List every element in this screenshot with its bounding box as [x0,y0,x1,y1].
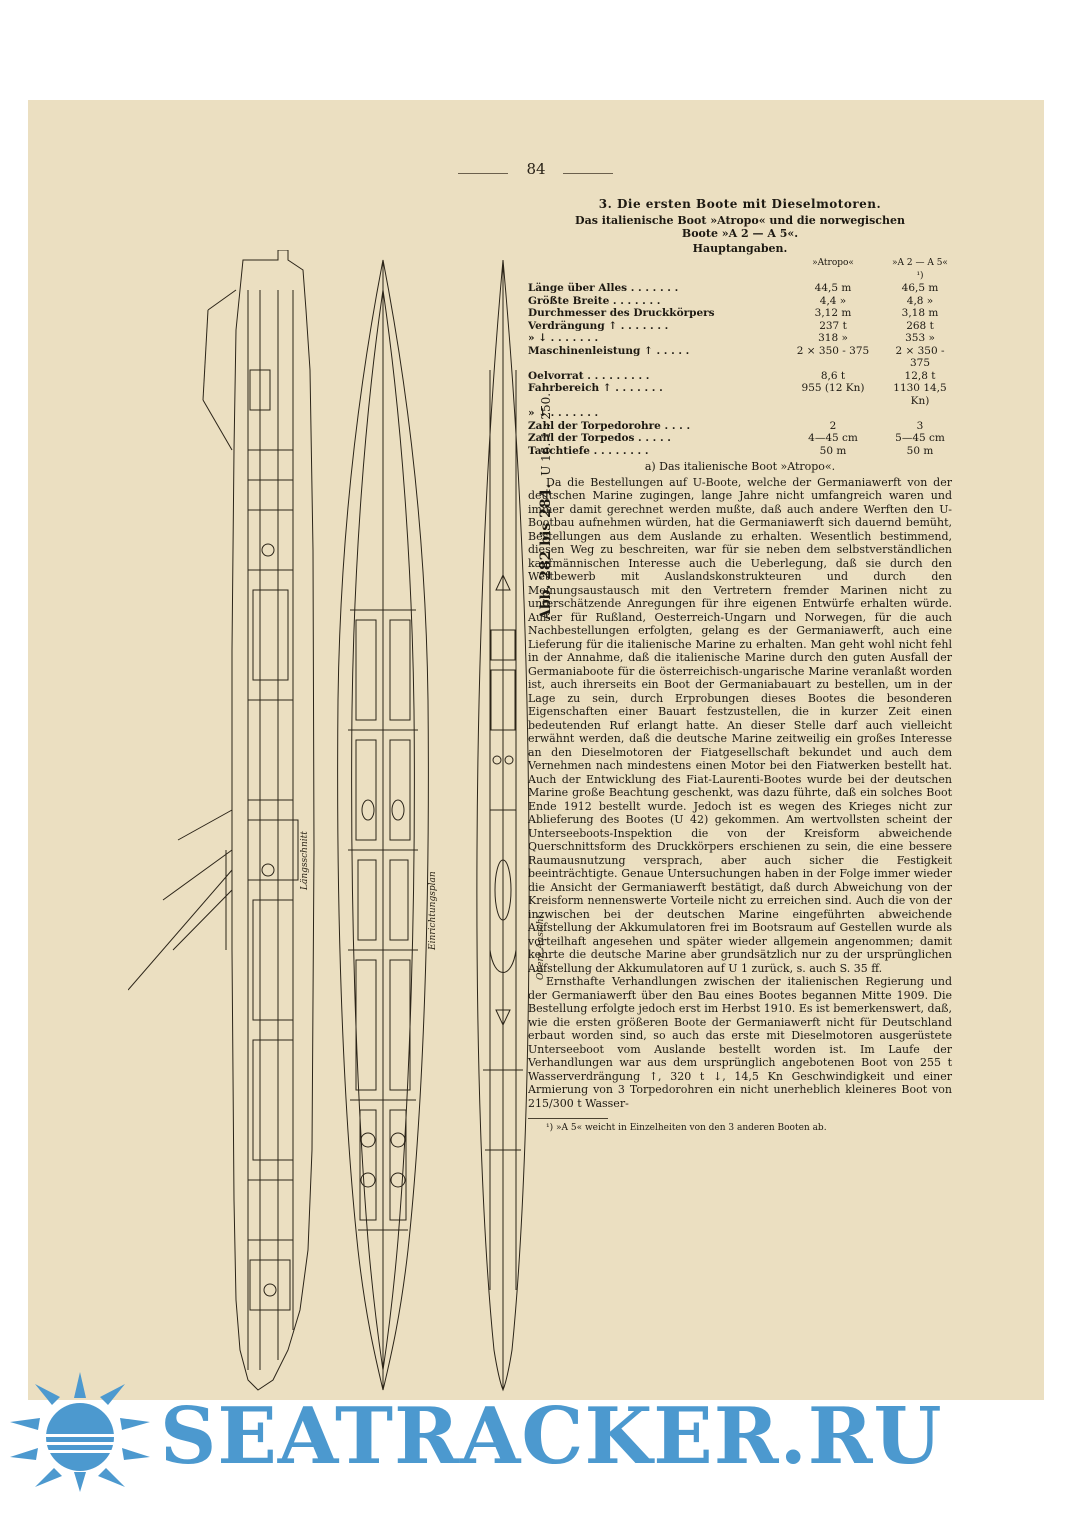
watermark [0,1372,1080,1492]
col-atropo: »Atropo« [812,258,854,268]
top-view-drawing [477,260,529,1390]
page-number: 84 [526,160,546,178]
section-title: 3. Die ersten Boote mit Dieselmotoren. [598,197,882,211]
figure-caption-scale: U 16. 1 : 250. [539,392,553,476]
label-plan: Einrichtungsplan [428,871,438,950]
table-row: » ↓ . . . . . . . [528,407,599,419]
col-a2a5: »A 2 — A 5« ¹) [892,258,948,281]
text-column [528,198,952,1134]
paragraph: Ernsthafte Verhandlungen zwischen der italienischen Regierung und der Germaniawerft über den Bau eines Bootes begannen Mitte 1909. Die Bestellung erfolgte jedoch erst im Herbst 1910. Es ist bemerkenswert, daß, wie die ersten größeren Boote der Germaniawerft nicht für Deutschland erbaut worden sind, so auch das erste mit Dieselmotoren ausgerüstete Unterseeboot vom Auslande bestellt worden ist. Im Laufe der Verhandlungen war aus dem ursprünglich angebotenen Boot von 255 t Wasserverdrängung ↑, 320 t ↓, 14,5 Kn Geschwindigkeit und einer Armierung von 3 Torpedorohren ein nicht unerheblich kleineres Boot von 215/300 t Wasser- [528,975,952,1110]
table-row: Fahrbereich ↑ . . . . . . . 955 (12 Kn) 1130 14,5 Kn) [528,382,947,407]
subtitle-line-1: Das italienische Boot »Atropo« und die norwegischen [575,213,905,227]
table-row: Zahl der Torpedorohre . . . . 2 3 [528,419,924,432]
submarine-drawings [128,250,558,1400]
table-row: Größte Breite . . . . . . . 4,4 » 4,8 » [528,294,934,307]
footnote: ¹) »A 5« weicht in Einzelheiten von den 3 anderen Booten ab. [546,1123,827,1133]
subsection-title: a) Das italienische Boot »Atropo«. [644,460,836,473]
spec-table-header [528,257,952,282]
sun-logo-icon [0,1372,160,1492]
plan-drawing [338,260,429,1390]
table-row: Verdrängung ↑ . . . . . . . 237 t 268 t [528,319,934,332]
table-row: Durchmesser des Druckkörpers 3,12 m 3,18 m [528,307,939,319]
book-page [28,100,1044,1400]
spec-table [528,257,952,457]
figure-caption-main: Abb. 282 bis 284. [538,483,554,620]
label-side-section: Längsschnitt [300,831,310,890]
table-row: » ↓ . . . . . . . 318 » 353 » [528,332,935,344]
table-heading: Hauptangaben. [692,241,788,255]
table-row: Tauchtiefe . . . . . . . . 50 m 50 m [528,444,934,457]
table-row: Länge über Alles . . . . . . . 44,5 m 46,5 m [528,282,939,294]
table-row: Oelvorrat . . . . . . . . . 8,6 t 12,8 t [528,369,936,382]
footnote-rule [528,1118,608,1119]
watermark-text: SEATRACKER.RU [160,1391,943,1482]
table-row: Maschinenleistung ↑ . . . . . 2 × 350 - 375 2 × 350 - 375 [528,344,945,369]
page-number-rule-right [563,173,613,174]
paragraph: Da die Bestellungen auf U-Boote, welche der Germaniawerft von der deutschen Marine zugingen, lange Jahre nicht umfangreich waren und immer damit gerechnet werden mußte, daß auch andere Werften den U-Bootbau aufnehmen würden, hat die Germaniawerft sich dauernd bemüht, Bestellungen aus dem Auslande zu erhalten. Wesentlich bestimmend, diesen Weg zu beschreiten, war für sie neben dem selbstverständlichen kaufmännischen Interesse auch die Ueberlegung, daß sie durch den Wettbewerb mit Auslandskonstrukteuren und durch den Meinungsaustausch mit den Vertretern fremder Marinen nicht zu unterschätzende Anregungen für ihre eigenen Entwürfe erhalten würde. Außer für Rußland, Oesterreich-Ungarn und Norwegen, für die auch Nachbestellungen erfolgten, gelang es der Germaniawerft, auch eine Lieferung für die italienische Marine zu erhalten. Man geht wohl nicht fehl in der Annahme, daß die italienische Marine durch den guten Ausfall der Germaniaboote für die österreichisch-ungarische Marine veranlaßt worden ist, auch ihrerseits ein Boot der Germaniabauart zu bestellen, um in der Lage zu sein, durch Erprobungen dieses Bootes die besonderen Eigenschaften einer Bauart festzustellen, die in kurzer Zeit einen bedeutenden Ruf erlangt hatte. An dieser Stelle darf auch vielleicht erwähnt werden, daß die deutsche Marine zeitweilig ein großes Interesse an den Dieselmotoren der Fiatgesellschaft bekundet und auch dem Vernehmen nach mindestens einen Motor bei den Fiatwerken bestellt hat. Auch der Entwicklung des Fiat-Laurenti-Bootes wurde bei der deutschen Marine große Beachtung geschenkt, was dazu führte, daß ein solches Boot Ende 1912 bestellt wurde. Jedoch ist es wegen des Krieges nicht zur Ablieferung des Bootes (U 42) gekommen. Am wertvollsten scheint der Unterseeboots-Inspektion die von der Kreisform abweichende Querschnittsform des Druckkörpers erschienen zu sein, die eine bessere Raumausnutzung versprach, aber auch sicher die Festigkeit beeinträchtigte. Genaue Untersuchungen haben in der Folge immer wieder die Ansicht der Germaniawerft bestätigt, daß durch Abweichung von der Kreisform nennenswerte Vorteile nicht zu erreichen sind. Auch die von der inzwischen bei der deutschen Marine eingeführten abweichende Aufstellung der Akkumulatoren frei im Bootsraum auf Gestellen wurde als vorteilhaft angesehen und später wieder allgemein angenommen; damit kehrte die deutsche Marine aber grundsätzlich nur zu der ursprünglichen Aufstellung der Akkumulatoren auf U 1 zurück, s. auch S. 35 ff. [528,475,952,975]
submarine-drawings-svg [128,250,558,1400]
table-row: Zahl der Torpedos . . . . . 4—45 cm 5—45 cm [528,432,945,444]
subtitle-line-2: Boote »A 2 — A 5«. [681,226,799,240]
side-section-drawing [128,250,314,1390]
label-top-view: Obere Ansicht [536,914,546,980]
